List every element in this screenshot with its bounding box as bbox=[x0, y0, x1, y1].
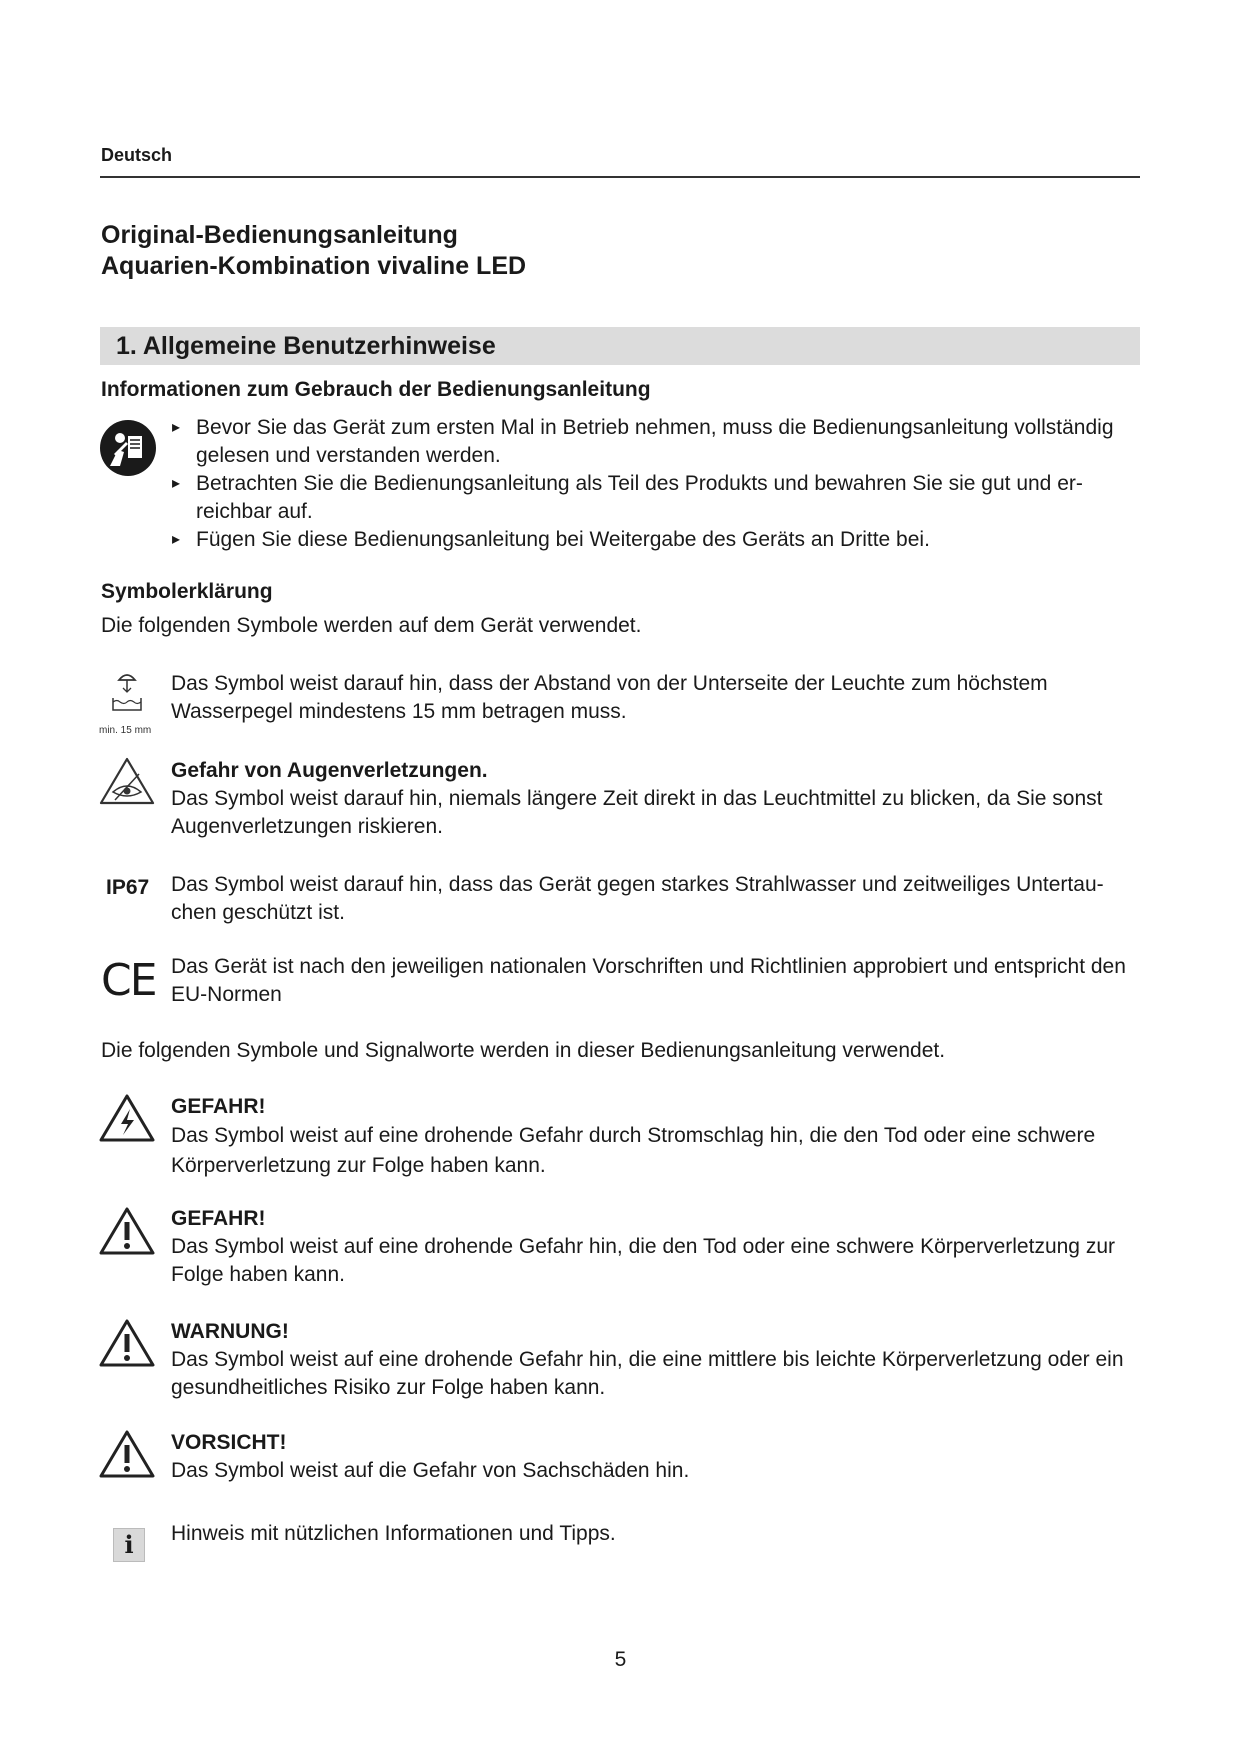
document-title bbox=[101, 220, 526, 282]
symbols-intro: Die folgenden Symbole werden auf dem Gerät verwendet. bbox=[101, 614, 642, 637]
eye-hazard-heading: Gefahr von Augenverletzungen. bbox=[171, 759, 488, 782]
symbols-heading: Symbolerklärung bbox=[101, 580, 273, 603]
warning-icon bbox=[99, 1318, 155, 1368]
min-distance-label: min. 15 mm bbox=[99, 725, 152, 736]
danger-description: Das Symbol weist auf eine drohende Gefahr hin, die den Tod oder eine schwere Körperverletzung zur Folge haben kann. bbox=[171, 1235, 1115, 1286]
danger-warning-icon bbox=[99, 1206, 155, 1256]
danger-block bbox=[171, 1205, 1146, 1289]
info-icon: i bbox=[113, 1528, 145, 1562]
title-line-2: Aquarien-Kombination vivaline LED bbox=[101, 252, 527, 280]
caution-icon bbox=[99, 1429, 155, 1479]
list-item: ▸ Betrachten Sie die Bedienungsanleitung als Teil des Produkts und bewahren Sie sie gut und er-reichbar auf. bbox=[172, 470, 1132, 526]
electric-hazard-block bbox=[171, 1093, 1146, 1181]
header-rule bbox=[100, 176, 1140, 178]
usage-info-heading: Informationen zum Gebrauch der Bedienungsanleitung bbox=[101, 378, 651, 401]
ip67-description: Das Symbol weist darauf hin, dass das Gerät gegen starkes Strahlwasser und zeitweiliges Untertau-chen geschützt ist. bbox=[171, 873, 1104, 924]
ip67-label: IP67 bbox=[106, 876, 150, 899]
title-line-1: Original-Bedienungsanleitung bbox=[101, 221, 458, 249]
read-manual-icon bbox=[98, 418, 158, 478]
min-distance-icon bbox=[99, 670, 155, 720]
caution-block bbox=[171, 1429, 1146, 1485]
caution-heading: VORSICHT! bbox=[171, 1431, 287, 1454]
warning-block bbox=[171, 1318, 1146, 1402]
warning-description: Das Symbol weist auf eine drohende Gefahr hin, die eine mittlere bis leichte Körperverletzung oder ein gesundheitliches Risiko zur Folge haben kann. bbox=[171, 1348, 1124, 1399]
info-description: Hinweis mit nützlichen Informationen und Tipps. bbox=[171, 1522, 616, 1545]
electric-hazard-heading: GEFAHR! bbox=[171, 1095, 266, 1118]
list-item: ▸ Fügen Sie diese Bedienungsanleitung bei Weitergabe des Geräts an Dritte bei. bbox=[172, 526, 1132, 554]
warning-heading: WARNUNG! bbox=[171, 1320, 289, 1343]
ce-description: Das Gerät ist nach den jeweiligen nationalen Vorschriften und Richtlinien approbiert und entspricht den EU-Normen bbox=[171, 955, 1126, 1006]
eye-hazard-icon bbox=[99, 756, 155, 806]
section-heading: 1. Allgemeine Benutzerhinweise bbox=[116, 332, 496, 360]
electric-hazard-description: Das Symbol weist auf eine drohende Gefahr durch Stromschlag hin, die den Tod oder eine schwere Körperverletzung zur Folge haben kann. bbox=[171, 1124, 1096, 1177]
caution-description: Das Symbol weist auf die Gefahr von Sachschäden hin. bbox=[171, 1459, 690, 1482]
eye-hazard-description: Das Symbol weist darauf hin, niemals längere Zeit direkt in das Leuchtmittel zu blicken, da Sie sonst Augenverletzungen riskieren. bbox=[171, 787, 1103, 838]
list-item: ▸ Bevor Sie das Gerät zum ersten Mal in Betrieb nehmen, muss die Bedienungsanleitung vollständig gelesen und verstanden werden. bbox=[172, 414, 1132, 470]
language-label: Deutsch bbox=[101, 145, 173, 165]
distance-description: Das Symbol weist darauf hin, dass der Abstand von der Unterseite der Leuchte zum höchstem Wasserpegel mindestens 15 mm betragen muss. bbox=[171, 672, 1048, 723]
ce-mark-icon: CE bbox=[101, 955, 156, 1006]
section-heading-bar bbox=[100, 327, 1140, 365]
usage-info-list bbox=[172, 414, 1132, 554]
danger-heading: GEFAHR! bbox=[171, 1207, 266, 1230]
page-number: 5 bbox=[614, 1648, 627, 1671]
signal-intro: Die folgenden Symbole und Signalworte werden in dieser Bedienungsanleitung verwendet. bbox=[101, 1039, 946, 1062]
electric-hazard-icon bbox=[99, 1093, 155, 1143]
eye-hazard-block bbox=[171, 757, 1146, 841]
